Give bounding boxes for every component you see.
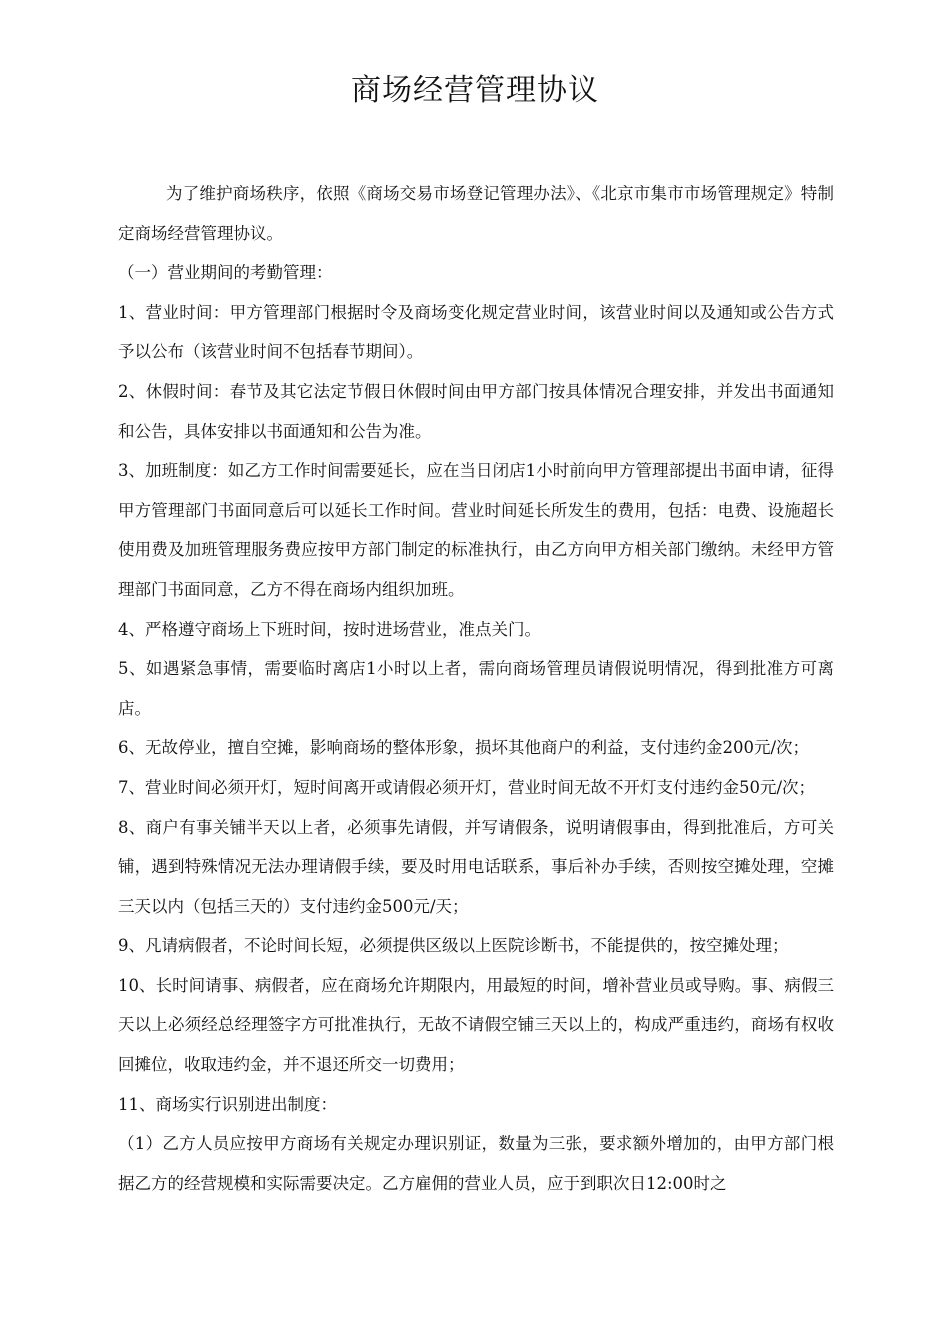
- intro-paragraph: 为了维护商场秩序，依照《商场交易市场登记管理办法》、《北京市集市市场管理规定》特制定商场经营管理协议。: [118, 184, 834, 243]
- clause-6-unauthorized-closure: 6、无故停业，擅自空摊，影响商场的整体形象，损坏其他商户的利益，支付违约金200元/次；: [118, 738, 810, 758]
- clause-1-business-hours: 1、营业时间：甲方管理部门根据时令及商场变化规定营业时间，该营业时间以及通知或公告方式予以公布（该营业时间不包括春节期间）。: [118, 302, 834, 362]
- clause-9-sick-leave: 9、凡请病假者，不论时间长短，必须提供区级以上医院诊断书，不能提供的，按空摊处理；: [118, 936, 789, 956]
- clause-5-emergency-leave: 5、如遇紧急事情，需要临时离店1小时以上者，需向商场管理员请假说明情况，得到批准方可离店。: [118, 659, 834, 718]
- clause-11-id-system: 11、商场实行识别进出制度：: [118, 1094, 337, 1114]
- clause-7-lighting: 7、营业时间必须开灯，短时间离开或请假必须开灯，营业时间无故不开灯支付违约金50元/次；: [118, 777, 816, 797]
- document-title: 商场经营管理协议: [351, 73, 599, 108]
- clause-11-1-id-cards: （1）乙方人员应按甲方商场有关规定办理识别证，数量为三张，要求额外增加的，由甲方部门根据乙方的经营规模和实际需要决定。乙方雇佣的营业人员，应于到职次日12:00时之: [118, 1134, 834, 1193]
- clause-10-long-leave: 10、长时间请事、病假者，应在商场允许期限内，用最短的时间，增补营业员或导购。事、病假三天以上必须经总经理签字方可批准执行，无故不请假空铺三天以上的，构成严重违约，商场有权收回摊位，收取违约金，并不退还所交一切费用；: [118, 975, 834, 1075]
- section-heading-attendance: （一）营业期间的考勤管理：: [118, 263, 333, 283]
- clause-4-punctuality: 4、严格遵守商场上下班时间，按时进场营业，准点关门。: [118, 619, 541, 639]
- clause-3-overtime: 3、加班制度：如乙方工作时间需要延长，应在当日闭店1小时前向甲方管理部提出书面申请，征得甲方管理部门书面同意后可以延长工作时间。营业时间延长所发生的费用，包括：电费、设施超长使用费及加班管理服务费应按甲方部门制定的标准执行，由乙方向甲方相关部门缴纳。未经甲方管理部门书面同意，乙方不得在商场内组织加班。: [118, 461, 834, 599]
- clause-8-half-day-closure: 8、商户有事关铺半天以上者，必须事先请假，并写请假条，说明请假事由，得到批准后，方可关铺，遇到特殊情况无法办理请假手续，要及时用电话联系，事后补办手续，否则按空摊处理，空摊三天以内（包括三天的）支付违约金500元/天；: [118, 817, 834, 916]
- document-body: [118, 174, 834, 1203]
- clause-2-holiday-time: 2、休假时间：春节及其它法定节假日休假时间由甲方部门按具体情况合理安排，并发出书面通知和公告，具体安排以书面通知和公告为准。: [118, 381, 834, 441]
